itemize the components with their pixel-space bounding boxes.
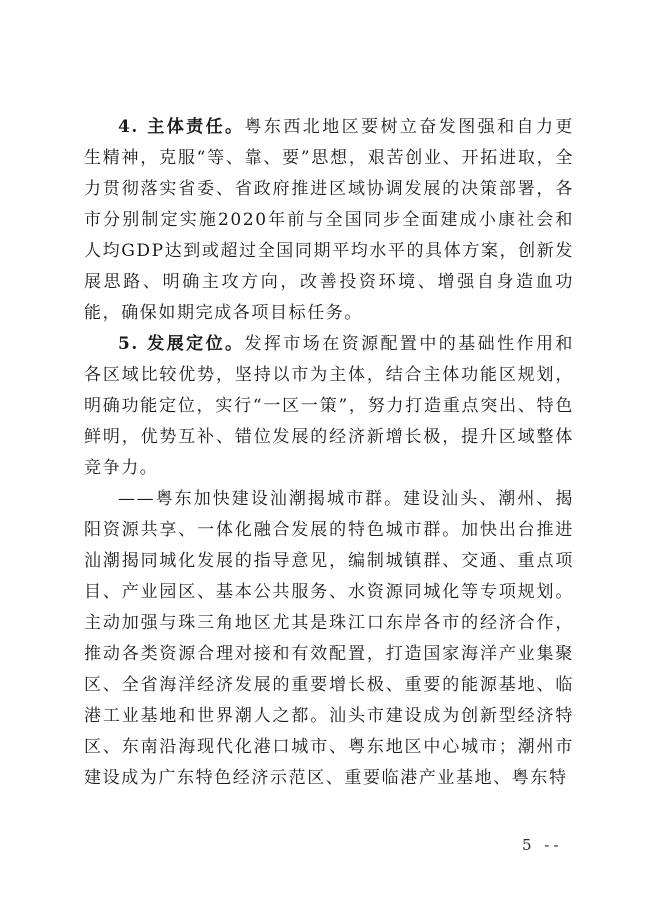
paragraph-east-guangdong — [84, 484, 574, 794]
page-number: 5 -- — [522, 836, 563, 854]
paragraph-body: ——粤东加快建设汕潮揭城市群。建设汕头、潮州、揭阳资源共享、一体化融合发展的特色城市群。加快出台推进汕潮揭同城化发展的指导意见，编制城镇群、交通、重点项目、产业园区、基本公共服务、水资源同城化等专项规划。主动加强与珠三角地区尤其是珠江口东岸各市的经济合作，推动各类资源合理对接和有效配置，打造国家海洋产业集聚区、全省海洋经济发展的重要增长极、重要的能源基地、临港工业基地和世界潮人之都。汕头市建设成为创新型经济特区、东南沿海现代化港口城市、粤东地区中心城市；潮州市建设成为广东特色经济示范区、重要临港产业基地、粤东特 — [84, 489, 574, 788]
paragraph-heading: 5. 发展定位。 — [118, 334, 245, 354]
paragraph-development-positioning — [84, 329, 574, 484]
paragraph-body: 发挥市场在资源配置中的基础性作用和各区域比较优势，坚持以市为主体，结合主体功能区规划，明确功能定位，实行“一区一策”，努力打造重点突出、特色鲜明，优势互补、错位发展的经济新增长极，提升区域整体竞争力。 — [84, 334, 574, 478]
paragraph-main-responsibility — [84, 112, 574, 329]
paragraph-heading: 4. 主体责任。 — [118, 117, 245, 137]
paragraph-body: 粤东西北地区要树立奋发图强和自力更生精神，克服“等、靠、要”思想，艰苦创业、开拓进取，全力贯彻落实省委、省政府推进区域协调发展的决策部署，各市分别制定实施2020年前与全国同步全面建成小康社会和人均GDP达到或超过全国同期平均水平的具体方案，创新发展思路、明确主攻方向，改善投资环境、增强自身造血功能，确保如期完成各项目标任务。 — [84, 117, 574, 323]
body-text — [84, 112, 574, 794]
